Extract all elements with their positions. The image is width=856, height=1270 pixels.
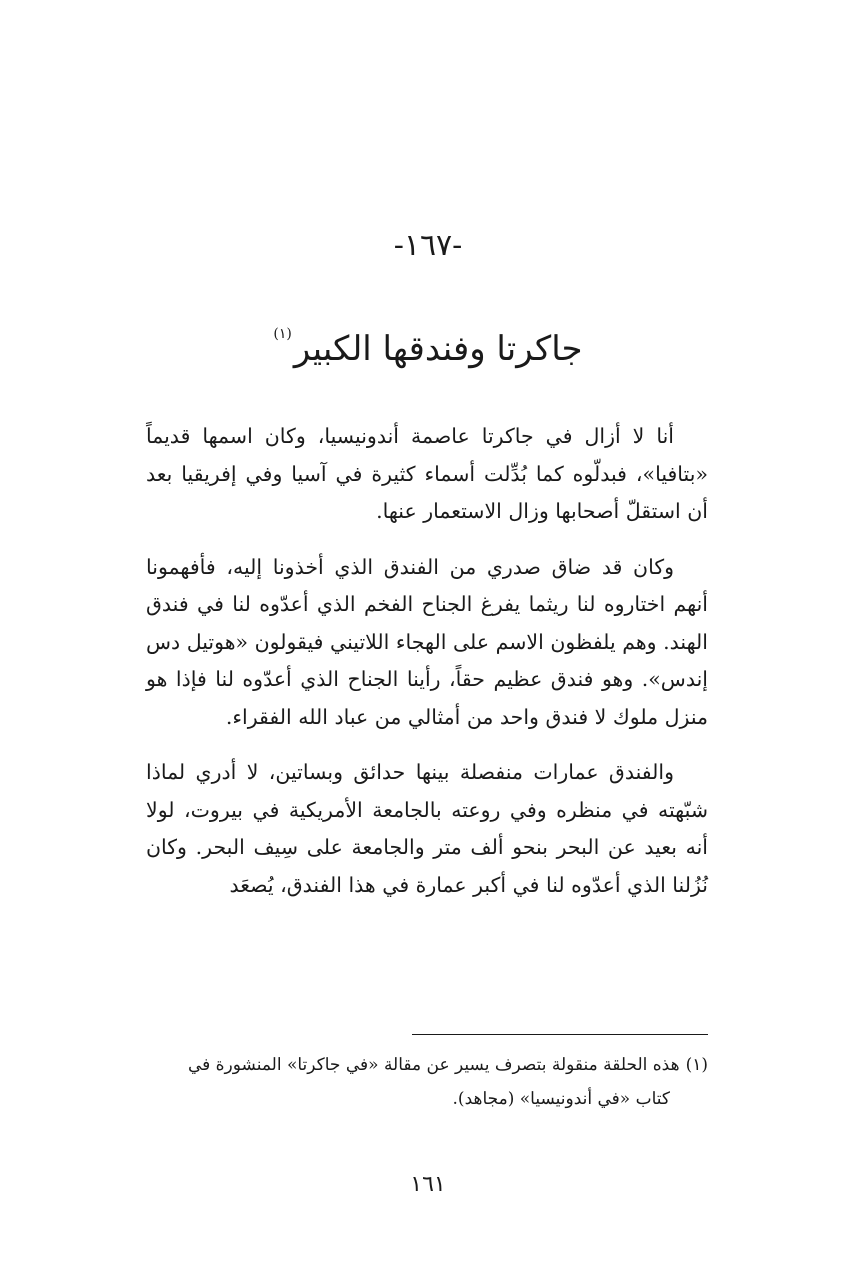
footnote-line-2: كتاب «في أندونيسيا» (مجاهد). bbox=[452, 1089, 670, 1109]
paragraph-3: والفندق عمارات منفصلة بينها حدائق وبساتين، لا أدري لماذا شبّهته في منظره وفي روعته بالجامعة الأمريكية في بيروت، لولا أنه بعيد عن البحر بنحو ألف متر والجامعة على سِيف البحر. وكان نُزُلنا الذي أعدّوه لنا في أكبر عمارة في هذا الفندق، يُصعَد bbox=[146, 760, 708, 897]
paragraph-1: أنا لا أزال في جاكرتا عاصمة أندونيسيا، وكان اسمها قديماً «بتافيا»، فبدلّوه كما بُدِّلت أسماء كثيرة في آسيا وفي إفريقيا بعد أن استقلّ أصحابها وزال الاستعمار عنها. bbox=[146, 424, 708, 523]
page-number: ١٦١ bbox=[410, 1172, 446, 1197]
chapter-title-text: جاكرتا وفندقها الكبير bbox=[293, 329, 583, 369]
body-text bbox=[146, 418, 708, 922]
chapter-number: -١٦٧- bbox=[393, 228, 463, 263]
footnote-reference: (١) bbox=[273, 326, 292, 342]
footnote-divider bbox=[412, 1034, 708, 1035]
chapter-title bbox=[0, 308, 856, 375]
footnote bbox=[146, 1048, 708, 1116]
footnote-line-1: هذه الحلقة منقولة بتصرف يسير عن مقالة «في جاكرتا» المنشورة في bbox=[187, 1055, 680, 1075]
paragraph-2: وكان قد ضاق صدري من الفندق الذي أخذونا إليه، فأفهمونا أنهم اختاروه لنا ريثما يفرغ الجناح الفخم الذي أعدّوه لنا في فندق الهند. وهم يلفظون الاسم على الهجاء اللاتيني فيقولون «هوتيل دس إندس». وهو فندق عظيم حقاً، رأينا الجناح الذي أعدّوه لنا فإذا هو منزل ملوك لا فندق واحد من أمثالي من عباد الله الفقراء. bbox=[146, 554, 708, 729]
footnote-marker: (١) bbox=[685, 1055, 708, 1075]
